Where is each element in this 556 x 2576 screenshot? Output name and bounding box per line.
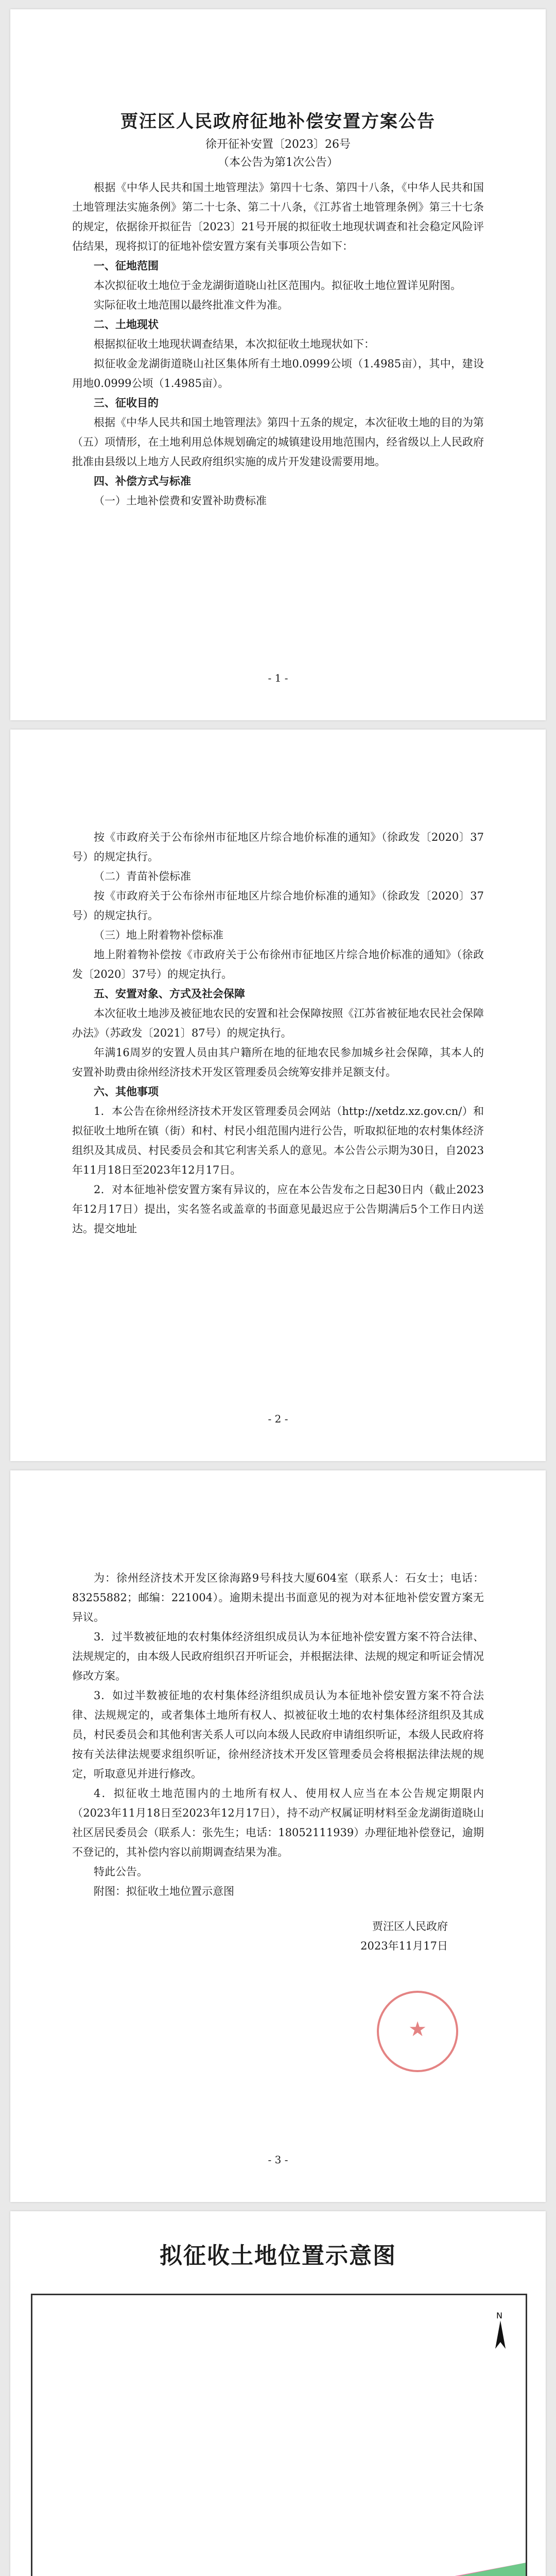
section-2-heading: 二、土地现状 bbox=[94, 318, 159, 331]
map-page bbox=[10, 2211, 546, 2576]
body-paragraph: 本次征收土地涉及被征地农民的安置和社会保障按照《江苏省被征地农民社会保障办法》（苏政发〔2021〕87号）的规定执行。 bbox=[72, 1007, 484, 1039]
page-3 bbox=[10, 1470, 546, 2202]
closing-line: 特此公告。 bbox=[94, 1866, 148, 1878]
body-paragraph: 2．对本征地补偿安置方案有异议的，应在本公告发布之日起30日内（截止2023年12月17日）提出，实名签名或盖章的书面意见最迟应于公告期满后5个工作日内送达。提交地址 bbox=[72, 1183, 484, 1235]
section-3-heading: 三、征收目的 bbox=[94, 397, 159, 409]
body-paragraph: 3．过半数被征地的农村集体经济组织成员认为本征地补偿安置方案不符合法律、法规规定的，由本级人民政府组织召开听证会，并根据法律、法规的规定和听证会情况修改方案。 bbox=[72, 1631, 484, 1682]
location-map bbox=[31, 2294, 527, 2576]
notice-title: 贾汪区人民政府征地补偿安置方案公告 bbox=[120, 111, 436, 132]
body-paragraph: 为：徐州经济技术开发区徐海路9号科技大厦604室（联系人：石女士；电话：83255882；邮编：221004）。逾期未提出书面意见的视为对本征地补偿安置方案无异议。 bbox=[72, 1572, 484, 1623]
map-canvas bbox=[32, 2295, 526, 2576]
map-title: 拟征收土地位置示意图 bbox=[160, 2243, 396, 2269]
page-number: - 1 - bbox=[268, 672, 288, 684]
page-1 bbox=[10, 9, 546, 720]
section-2-paragraph: 拟征收金龙湖街道晓山社区集体所有土地0.0999公顷（1.4985亩），其中，建设用地0.0999公顷（1.4985亩）。 bbox=[72, 358, 484, 389]
document-number: 徐开征补安置〔2023〕26号 bbox=[205, 138, 351, 151]
section-3-paragraph: 根据《中华人民共和国土地管理法》第四十五条的规定，本次征收土地的目的为第（五）项情形，在土地利用总体规划确定的城镇建设用地范围内，经省级以上人民政府批准由县级以上地方人民政府组织实施的成片开发建设需要用地。 bbox=[72, 416, 484, 468]
official-seal bbox=[377, 1991, 458, 2072]
subsection-heading: （二）青苗补偿标准 bbox=[94, 870, 191, 883]
section-1-paragraph: 实际征收土地范围以最终批准文件为准。 bbox=[94, 299, 288, 311]
signature-date: 2023年11月17日 bbox=[360, 1940, 448, 1952]
section-5-heading: 五、安置对象、方式及社会保障 bbox=[94, 988, 245, 1000]
section-2-paragraph: 根据拟征收土地现状调查结果，本次拟征收土地现状如下： bbox=[94, 338, 375, 350]
map-background bbox=[32, 2295, 526, 2576]
section-4-heading: 四、补偿方式与标准 bbox=[94, 475, 191, 487]
notice-number: （本公告为第1次公告） bbox=[218, 156, 338, 169]
attachment-line: 附图：拟征收土地位置示意图 bbox=[94, 1885, 234, 1897]
section-1-paragraph: 本次拟征收土地位于金龙湖街道晓山社区范围内。拟征收土地位置详见附图。 bbox=[94, 279, 461, 292]
north-arrow-icon bbox=[490, 2310, 511, 2351]
body-paragraph: 年满16周岁的安置人员由其户籍所在地的征地农民参加城乡社会保障，其本人的安置补助费由徐州经济技术开发区管理委员会统筹安排并足额支付。 bbox=[72, 1046, 484, 1078]
subsection-heading: （三）地上附着物补偿标准 bbox=[94, 929, 223, 941]
body-paragraph: 1．本公告在徐州经济技术开发区管理委员会网站（http://xetdz.xz.gov.cn/）和拟征收土地所在镇（街）和村、村民小组范围内进行公告，听取拟征地的农村集体经济组织及其成员、村民委员会和其它利害关系人的意见。本公告公示期为30日，自2023年11月18日至2023年12月17日。 bbox=[72, 1105, 484, 1176]
body-paragraph: 按《市政府关于公布徐州市征地区片综合地价标准的通知》（徐政发〔2020〕37号）的规定执行。 bbox=[72, 831, 484, 863]
signature-organization: 贾汪区人民政府 bbox=[372, 1920, 448, 1933]
page-number: - 2 - bbox=[268, 1413, 288, 1425]
body-paragraph: 按《市政府关于公布徐州市征地区片综合地价标准的通知》（徐政发〔2020〕37号）的规定执行。 bbox=[72, 890, 484, 922]
page-number: - 3 - bbox=[268, 2154, 288, 2166]
subsection-heading: （一）土地补偿费和安置补助费标准 bbox=[94, 495, 267, 507]
section-1-heading: 一、征地范围 bbox=[94, 260, 159, 272]
section-6-heading: 六、其他事项 bbox=[94, 1086, 159, 1098]
body-paragraph: 4．拟征收土地范围内的土地所有权人、使用权人应当在本公告规定期限内（2023年11月18日至2023年12月17日），持不动产权属证明材料至金龙湖街道晓山社区居民委员会（联系人：张先生；电话：18052111939）办理征地补偿登记，逾期不登记的，其补偿内容以前期调查结果为准。 bbox=[72, 1787, 484, 1858]
intro-paragraph: 根据《中华人民共和国土地管理法》第四十七条、第四十八条，《中华人民共和国土地管理法实施条例》第二十七条、第二十八条，《江苏省土地管理条例》第三十七条的规定，依据徐开拟征告〔2023〕21号开展的拟征收土地现状调查和社会稳定风险评估结果，现将拟订的征地补偿安置方案有关事项公告如下： bbox=[72, 181, 484, 252]
page-2 bbox=[10, 730, 546, 1461]
body-paragraph: 3．如过半数被征地的农村集体经济组织成员认为本征地补偿安置方案不符合法律、法规规定的，或者集体土地所有权人、拟被征收土地的农村集体经济组织及其成员，村民委员会和其他利害关系人可以向本级人民政府申请组织听证，本级人民政府将按有关法律法规要求组织听证，徐州经济技术开发区管理委员会将根据法律法规的规定，听取意见并进行修改。 bbox=[72, 1689, 484, 1780]
body-paragraph: 地上附着物补偿按《市政府关于公布徐州市征地区片综合地价标准的通知》（徐政发〔2020〕37号）的规定执行。 bbox=[72, 948, 484, 980]
north-label: N bbox=[496, 2311, 502, 2320]
